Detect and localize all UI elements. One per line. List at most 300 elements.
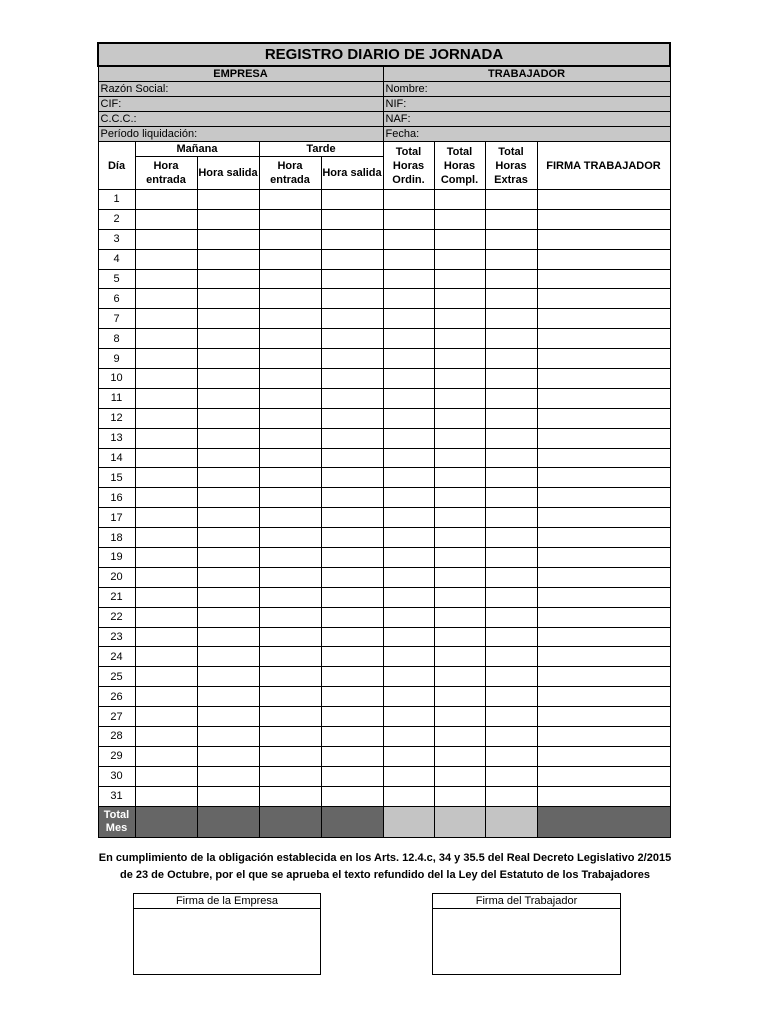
tarde-entrada-cell[interactable] [259,766,321,786]
total-ordin-cell[interactable] [383,707,434,727]
firma-cell[interactable] [537,249,670,269]
document-title: REGISTRO DIARIO DE JORNADA [98,43,670,66]
total-ordin-cell[interactable] [383,627,434,647]
naf-field[interactable]: NAF: [383,112,670,127]
tarde-salida-cell[interactable] [321,349,383,369]
firma-cell[interactable] [537,687,670,707]
manana-salida-cell[interactable] [197,468,259,488]
legal-notice-line: de 23 de Octubre, por el que se aprueba el texto refundido del la Ley del Estatuto de los Trabajadores [120,869,650,881]
tarde-salida-cell[interactable] [321,766,383,786]
tarde-entrada-cell[interactable] [259,746,321,766]
periodo-liquidacion-field[interactable]: Período liquidación: [98,127,383,142]
manana-entrada-cell[interactable] [135,707,197,727]
total-extras-cell[interactable] [485,567,537,587]
total-extras-cell[interactable] [485,647,537,667]
firma-cell[interactable] [537,190,670,210]
total-extras-cell[interactable] [485,190,537,210]
manana-salida-cell[interactable] [197,587,259,607]
total-compl-cell[interactable] [434,329,485,349]
nif-field[interactable]: NIF: [383,97,670,112]
total-compl-cell[interactable] [434,388,485,408]
total-compl-cell[interactable] [434,587,485,607]
day-row [98,786,670,806]
total-ordin-cell[interactable] [383,667,434,687]
total-extras-cell[interactable] [485,687,537,707]
manana-salida-cell[interactable] [197,707,259,727]
day-row [98,448,670,468]
tarde-salida-cell[interactable] [321,607,383,627]
firma-cell[interactable] [537,766,670,786]
firma-trabajador-box[interactable] [432,893,621,975]
total-extras-cell[interactable] [485,468,537,488]
total-ordin-cell[interactable] [383,528,434,548]
manana-entrada-cell[interactable] [135,388,197,408]
tarde-salida-cell[interactable] [321,229,383,249]
tarde-entrada-cell[interactable] [259,448,321,468]
manana-salida-cell[interactable] [197,249,259,269]
total-compl-cell[interactable] [434,249,485,269]
manana-salida-cell[interactable] [197,289,259,309]
manana-entrada-cell[interactable] [135,448,197,468]
total-ordin-cell[interactable] [383,388,434,408]
total-extras-cell[interactable] [485,766,537,786]
tarde-salida-cell[interactable] [321,388,383,408]
manana-salida-cell[interactable] [197,786,259,806]
ccc-field[interactable]: C.C.C.: [98,112,383,127]
total-extras-cell[interactable] [485,746,537,766]
fecha-field[interactable]: Fecha: [383,127,670,142]
firma-cell[interactable] [537,369,670,389]
total-ordin-cell[interactable] [383,607,434,627]
total-ordin-cell[interactable] [383,448,434,468]
total-compl-cell[interactable] [434,528,485,548]
manana-salida-cell[interactable] [197,408,259,428]
day-number: 29 [98,746,135,766]
total-extras-cell[interactable] [485,289,537,309]
firma-cell[interactable] [537,329,670,349]
total-mes-compl-cell[interactable] [434,806,485,837]
total-compl-cell[interactable] [434,269,485,289]
total-extras-cell[interactable] [485,508,537,528]
total-extras-cell[interactable] [485,309,537,329]
manana-salida-cell[interactable] [197,448,259,468]
total-compl-cell[interactable] [434,229,485,249]
manana-salida-cell[interactable] [197,607,259,627]
tarde-salida-cell[interactable] [321,369,383,389]
total-ordin-cell[interactable] [383,209,434,229]
total-extras-cell[interactable] [485,607,537,627]
day-row [98,766,670,786]
manana-salida-cell[interactable] [197,329,259,349]
tarde-salida-cell[interactable] [321,627,383,647]
tarde-salida-cell[interactable] [321,289,383,309]
firma-cell[interactable] [537,647,670,667]
tarde-entrada-cell[interactable] [259,468,321,488]
tarde-entrada-cell[interactable] [259,289,321,309]
total-compl-cell[interactable] [434,687,485,707]
day-number: 21 [98,587,135,607]
manana-salida-cell[interactable] [197,488,259,508]
total-extras-cell[interactable] [485,408,537,428]
total-ordin-cell[interactable] [383,508,434,528]
manana-salida-cell[interactable] [197,548,259,568]
total-compl-cell[interactable] [434,627,485,647]
manana-entrada-cell[interactable] [135,508,197,528]
manana-salida-cell[interactable] [197,428,259,448]
tarde-salida-cell[interactable] [321,567,383,587]
manana-entrada-cell[interactable] [135,468,197,488]
total-extras-cell[interactable] [485,448,537,468]
total-mes-cell [321,806,383,837]
total-compl-cell[interactable] [434,448,485,468]
total-compl-cell[interactable] [434,647,485,667]
tarde-entrada-cell[interactable] [259,229,321,249]
firma-cell[interactable] [537,428,670,448]
tarde-entrada-cell[interactable] [259,369,321,389]
day-number: 1 [98,190,135,210]
manana-salida-cell[interactable] [197,766,259,786]
manana-hora-entrada-header: Hora entrada [135,157,197,190]
firma-cell[interactable] [537,229,670,249]
firma-cell[interactable] [537,746,670,766]
total-extras-cell[interactable] [485,249,537,269]
tarde-entrada-cell[interactable] [259,349,321,369]
total-ordin-cell[interactable] [383,488,434,508]
total-ordin-cell[interactable] [383,408,434,428]
total-compl-cell[interactable] [434,667,485,687]
tarde-entrada-cell[interactable] [259,329,321,349]
firma-cell[interactable] [537,349,670,369]
tarde-entrada-cell[interactable] [259,647,321,667]
total-extras-cell[interactable] [485,229,537,249]
day-row [98,567,670,587]
total-compl-cell[interactable] [434,369,485,389]
day-number: 13 [98,428,135,448]
day-row [98,349,670,369]
day-row [98,190,670,210]
total-compl-cell[interactable] [434,786,485,806]
manana-entrada-cell[interactable] [135,249,197,269]
manana-entrada-cell[interactable] [135,190,197,210]
nombre-field[interactable]: Nombre: [383,82,670,97]
tarde-salida-cell[interactable] [321,727,383,747]
tarde-entrada-cell[interactable] [259,508,321,528]
total-compl-cell[interactable] [434,707,485,727]
total-extras-cell[interactable] [485,548,537,568]
firma-cell[interactable] [537,607,670,627]
day-number: 28 [98,727,135,747]
firma-cell[interactable] [537,727,670,747]
manana-entrada-cell[interactable] [135,369,197,389]
firma-cell[interactable] [537,468,670,488]
tarde-entrada-cell[interactable] [259,707,321,727]
total-horas-ordin-header: Total Horas Ordin. [383,142,434,190]
total-compl-cell[interactable] [434,548,485,568]
manana-salida-cell[interactable] [197,567,259,587]
total-ordin-cell[interactable] [383,548,434,568]
total-mes-cell [135,806,197,837]
firma-cell[interactable] [537,548,670,568]
manana-entrada-cell[interactable] [135,209,197,229]
total-extras-cell[interactable] [485,329,537,349]
tarde-entrada-cell[interactable] [259,408,321,428]
manana-salida-cell[interactable] [197,229,259,249]
firma-cell[interactable] [537,786,670,806]
tarde-entrada-cell[interactable] [259,428,321,448]
manana-salida-cell[interactable] [197,209,259,229]
day-number: 8 [98,329,135,349]
total-ordin-cell[interactable] [383,269,434,289]
firma-cell[interactable] [537,508,670,528]
tarde-salida-cell[interactable] [321,707,383,727]
total-ordin-cell[interactable] [383,727,434,747]
tarde-salida-cell[interactable] [321,190,383,210]
total-ordin-cell[interactable] [383,687,434,707]
total-compl-cell[interactable] [434,190,485,210]
manana-entrada-cell[interactable] [135,667,197,687]
manana-salida-cell[interactable] [197,647,259,667]
total-extras-cell[interactable] [485,727,537,747]
firma-cell[interactable] [537,627,670,647]
tarde-entrada-cell[interactable] [259,587,321,607]
manana-entrada-cell[interactable] [135,488,197,508]
manana-entrada-cell[interactable] [135,269,197,289]
firma-cell[interactable] [537,309,670,329]
manana-entrada-cell[interactable] [135,746,197,766]
tarde-entrada-cell[interactable] [259,687,321,707]
manana-entrada-cell[interactable] [135,607,197,627]
day-number: 24 [98,647,135,667]
tarde-salida-cell[interactable] [321,309,383,329]
total-compl-cell[interactable] [434,428,485,448]
day-number: 18 [98,528,135,548]
day-number: 16 [98,488,135,508]
total-extras-cell[interactable] [485,707,537,727]
tarde-salida-cell[interactable] [321,587,383,607]
tarde-salida-cell[interactable] [321,647,383,667]
total-ordin-cell[interactable] [383,428,434,448]
day-row [98,229,670,249]
manana-entrada-cell[interactable] [135,548,197,568]
tarde-salida-cell[interactable] [321,508,383,528]
tarde-salida-cell[interactable] [321,269,383,289]
total-ordin-cell[interactable] [383,289,434,309]
tarde-entrada-cell[interactable] [259,309,321,329]
total-extras-cell[interactable] [485,428,537,448]
tarde-entrada-cell[interactable] [259,249,321,269]
tarde-entrada-cell[interactable] [259,488,321,508]
day-row [98,627,670,647]
manana-salida-cell[interactable] [197,369,259,389]
total-compl-cell[interactable] [434,408,485,428]
tarde-entrada-cell[interactable] [259,607,321,627]
firma-cell[interactable] [537,289,670,309]
total-mes-extras-cell[interactable] [485,806,537,837]
manana-salida-cell[interactable] [197,667,259,687]
tarde-salida-cell[interactable] [321,408,383,428]
cif-field[interactable]: CIF: [98,97,383,112]
tarde-entrada-cell[interactable] [259,667,321,687]
manana-salida-cell[interactable] [197,349,259,369]
tarde-salida-cell[interactable] [321,329,383,349]
tarde-salida-cell[interactable] [321,448,383,468]
manana-entrada-cell[interactable] [135,727,197,747]
day-row [98,707,670,727]
manana-entrada-cell[interactable] [135,587,197,607]
total-compl-cell[interactable] [434,746,485,766]
total-extras-cell[interactable] [485,488,537,508]
tarde-entrada-cell[interactable] [259,567,321,587]
manana-entrada-cell[interactable] [135,766,197,786]
tarde-salida-cell[interactable] [321,667,383,687]
tarde-salida-cell[interactable] [321,488,383,508]
manana-salida-cell[interactable] [197,727,259,747]
day-number: 11 [98,388,135,408]
tarde-salida-cell[interactable] [321,468,383,488]
tarde-entrada-cell[interactable] [259,190,321,210]
total-compl-cell[interactable] [434,488,485,508]
manana-entrada-cell[interactable] [135,289,197,309]
total-compl-cell[interactable] [434,468,485,488]
firma-cell[interactable] [537,528,670,548]
manana-entrada-cell[interactable] [135,428,197,448]
firma-cell[interactable] [537,567,670,587]
total-extras-cell[interactable] [485,388,537,408]
manana-entrada-cell[interactable] [135,229,197,249]
tarde-salida-cell[interactable] [321,528,383,548]
total-ordin-cell[interactable] [383,329,434,349]
legal-notice-line: En cumplimiento de la obligación establecida en los Arts. 12.4.c, 34 y 35.5 del Real Decreto Legislativo 2/2015 [98,852,672,864]
manana-entrada-cell[interactable] [135,309,197,329]
total-compl-cell[interactable] [434,209,485,229]
dia-header: Día [98,142,135,190]
total-extras-cell[interactable] [485,369,537,389]
firma-cell[interactable] [537,388,670,408]
day-number: 31 [98,786,135,806]
total-ordin-cell[interactable] [383,647,434,667]
trabajador-section-header: TRABAJADOR [383,66,670,82]
total-extras-cell[interactable] [485,269,537,289]
manana-salida-cell[interactable] [197,190,259,210]
tarde-salida-cell[interactable] [321,428,383,448]
manana-salida-cell[interactable] [197,309,259,329]
total-extras-cell[interactable] [485,667,537,687]
total-extras-cell[interactable] [485,587,537,607]
total-compl-cell[interactable] [434,309,485,329]
firma-cell[interactable] [537,209,670,229]
total-ordin-cell[interactable] [383,786,434,806]
day-number: 9 [98,349,135,369]
total-compl-cell[interactable] [434,607,485,627]
total-extras-cell[interactable] [485,528,537,548]
day-number: 15 [98,468,135,488]
total-extras-cell[interactable] [485,627,537,647]
total-extras-cell[interactable] [485,786,537,806]
firma-empresa-box[interactable] [133,893,321,975]
total-compl-cell[interactable] [434,289,485,309]
manana-salida-cell[interactable] [197,528,259,548]
tarde-salida-cell[interactable] [321,786,383,806]
total-ordin-cell[interactable] [383,587,434,607]
total-compl-cell[interactable] [434,349,485,369]
total-ordin-cell[interactable] [383,190,434,210]
firma-cell[interactable] [537,667,670,687]
razon-social-field[interactable]: Razón Social: [98,82,383,97]
tarde-salida-cell[interactable] [321,687,383,707]
manana-entrada-cell[interactable] [135,528,197,548]
tarde-entrada-cell[interactable] [259,209,321,229]
manana-salida-cell[interactable] [197,746,259,766]
manana-entrada-cell[interactable] [135,687,197,707]
manana-salida-cell[interactable] [197,388,259,408]
total-extras-cell[interactable] [485,209,537,229]
total-ordin-cell[interactable] [383,369,434,389]
total-ordin-cell[interactable] [383,249,434,269]
tarde-entrada-cell[interactable] [259,727,321,747]
manana-entrada-cell[interactable] [135,567,197,587]
firma-cell[interactable] [537,448,670,468]
total-ordin-cell[interactable] [383,229,434,249]
total-ordin-cell[interactable] [383,766,434,786]
total-mes-label: Total Mes [98,806,135,837]
day-row [98,727,670,747]
tarde-salida-cell[interactable] [321,548,383,568]
tarde-entrada-cell[interactable] [259,528,321,548]
tarde-entrada-cell[interactable] [259,269,321,289]
manana-entrada-cell[interactable] [135,329,197,349]
manana-salida-cell[interactable] [197,687,259,707]
total-compl-cell[interactable] [434,766,485,786]
total-ordin-cell[interactable] [383,468,434,488]
total-mes-ordin-cell[interactable] [383,806,434,837]
tarde-hora-salida-header: Hora salida [321,157,383,190]
firma-cell[interactable] [537,269,670,289]
total-compl-cell[interactable] [434,727,485,747]
manana-entrada-cell[interactable] [135,647,197,667]
firma-cell[interactable] [537,408,670,428]
manana-entrada-cell[interactable] [135,627,197,647]
total-ordin-cell[interactable] [383,746,434,766]
tarde-salida-cell[interactable] [321,746,383,766]
manana-entrada-cell[interactable] [135,786,197,806]
tarde-salida-cell[interactable] [321,209,383,229]
tarde-entrada-cell[interactable] [259,627,321,647]
legal-notice [60,850,710,884]
tarde-entrada-cell[interactable] [259,786,321,806]
manana-salida-cell[interactable] [197,627,259,647]
day-row [98,587,670,607]
manana-entrada-cell[interactable] [135,408,197,428]
total-extras-cell[interactable] [485,349,537,369]
day-row [98,687,670,707]
manana-salida-cell[interactable] [197,269,259,289]
tarde-salida-cell[interactable] [321,249,383,269]
total-ordin-cell[interactable] [383,349,434,369]
tarde-entrada-cell[interactable] [259,388,321,408]
firma-cell[interactable] [537,488,670,508]
total-compl-cell[interactable] [434,567,485,587]
firma-cell[interactable] [537,587,670,607]
total-ordin-cell[interactable] [383,567,434,587]
tarde-entrada-cell[interactable] [259,548,321,568]
total-ordin-cell[interactable] [383,309,434,329]
total-compl-cell[interactable] [434,508,485,528]
firma-cell[interactable] [537,707,670,727]
day-number: 23 [98,627,135,647]
manana-entrada-cell[interactable] [135,349,197,369]
day-row [98,508,670,528]
manana-salida-cell[interactable] [197,508,259,528]
